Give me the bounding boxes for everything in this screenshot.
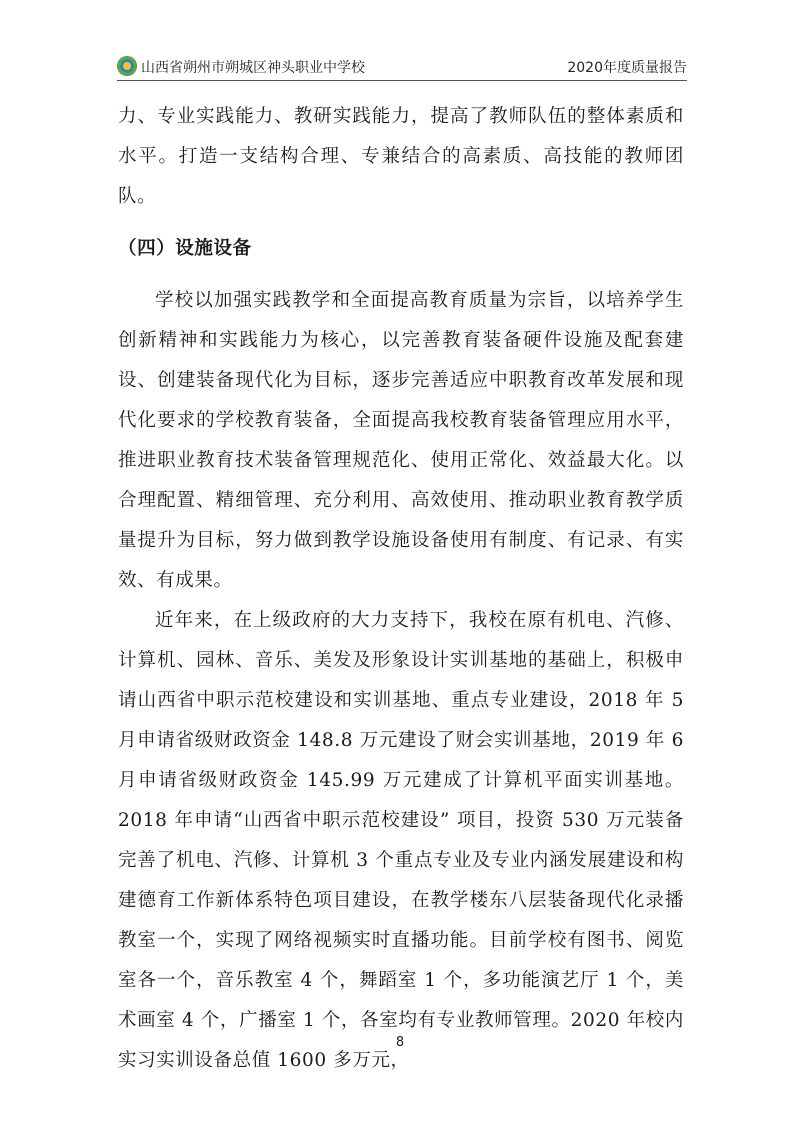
report-title: 2020年度质量报告	[567, 60, 687, 76]
continuation-paragraph: 力、专业实践能力、教研实践能力，提高了教师队伍的整体素质和水平。打造一支结构合理、专兼结合的高素质、高技能的教师团队。	[118, 106, 684, 207]
page-header	[117, 52, 687, 78]
school-name: 山西省朔州市朔城区神头职业中学校	[141, 60, 365, 76]
document-body	[118, 97, 684, 1081]
recent-years-paragraph: 近年来，在上级政府的大力支持下，我校在原有机电、汽修、计算机、园林、音乐、美发及形象设计实训基地的基础上，积极申请山西省中职示范校建设和实训基地、重点专业建设，2018 年 5 月申请省级财政资金 148.8 万元建设了财会实训基地，2019 年 6 月申请省级财政资金 145.99 万元建成了计算机平面实训基地。2018 年申请“山西省中职示范校建设” 项目，投资 530 万元装备完善了机电、汽修、计算机 3 个重点专业及专业内涵发展建设和构建德育工作新体系特色项目建设，在教学楼东八层装备现代化录播教室一个，实现了网络视频实时直播功能。目前学校有图书、阅览室各一个，音乐教室 4 个，舞蹈室 1 个，多功能演艺厅 1 个，美术画室 4 个，广播室 1 个，各室均有专业教师管理。2020 年校内实习实训设备总值 1600 多万元，	[118, 610, 684, 1071]
header-divider	[117, 80, 687, 81]
facilities-paragraph: 学校以加强实践教学和全面提高教育质量为宗旨，以培养学生创新精神和实践能力为核心，以完善教育装备硬件设施及配套建设、创建装备现代化为目标，逐步完善适应中职教育改革发展和现代化要求的学校教育装备，全面提高我校教育装备管理应用水平，推进职业教育技术装备管理规范化、使用正常化、效益最大化。以合理配置、精细管理、充分利用、高效使用、推动职业教育教学质量提升为目标，努力做到教学设施设备使用有制度、有记录、有实效、有成果。	[118, 290, 684, 591]
school-logo-icon	[117, 56, 137, 76]
page-number: 8	[395, 1035, 405, 1050]
section-heading: （四）设施设备	[118, 238, 252, 259]
